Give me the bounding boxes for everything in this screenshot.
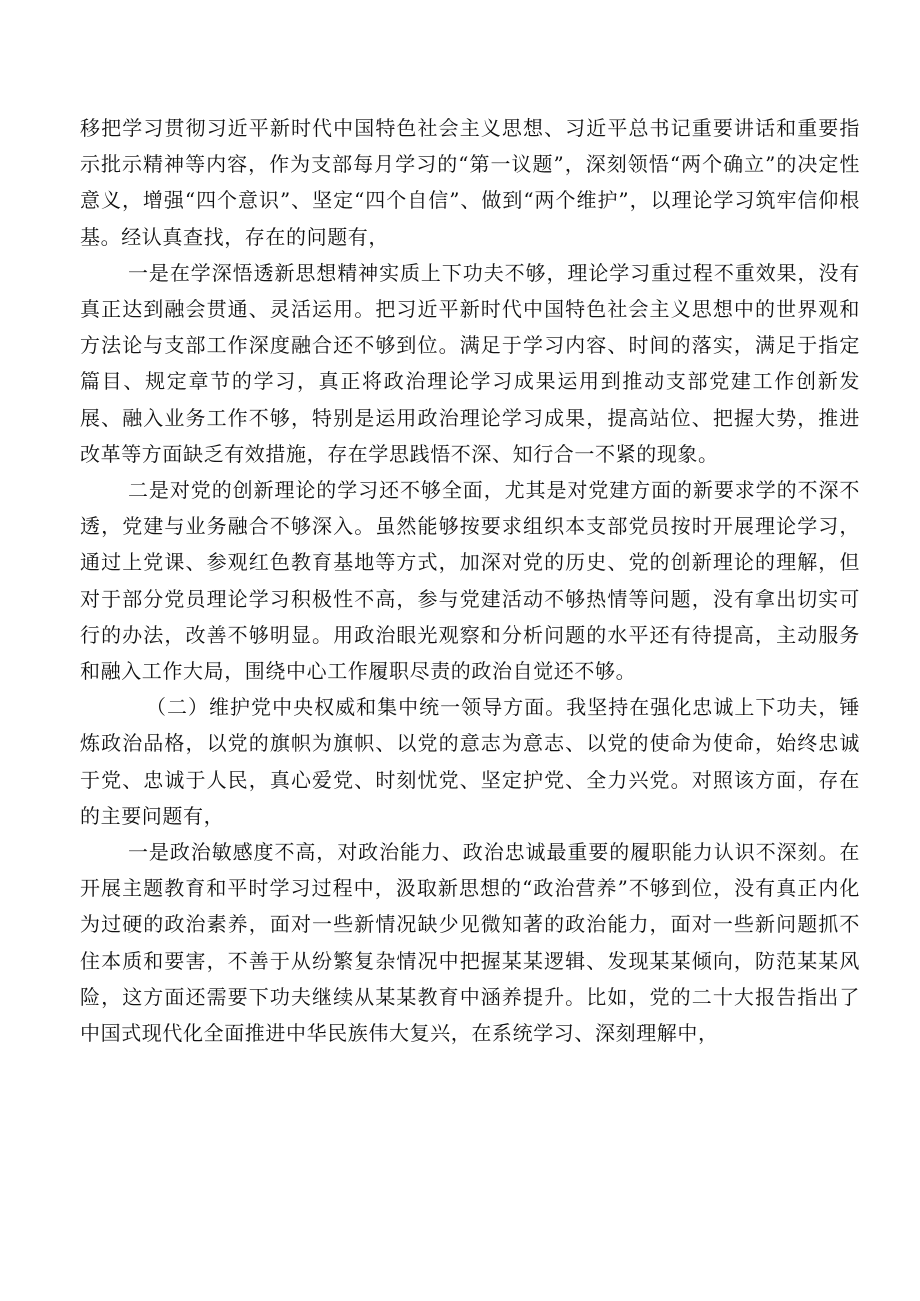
paragraph-problem-2: 二是对党的创新理论的学习还不够全面，尤其是对党建方面的新要求学的不深不透，党建与业务融合不够深入。虽然能够按要求组织本支部党员按时开展理论学习，通过上党课、参观红色教育基地等方式，加深对党的历史、党的创新理论的理解，但对于部分党员理论学习积极性不高，参与党建活动不够热情等问题，没有拿出切实可行的办法，改善不够明显。用政治眼光观察和分析问题的水平还有待提高，主动服务和融入工作大局，围绕中心工作履职尽责的政治自觉还不够。: [80, 478, 860, 684]
paragraph-problem-1: 一是在学深悟透新思想精神实质上下功夫不够，理论学习重过程不重效果，没有真正达到融会贯通、灵活运用。把习近平新时代中国特色社会主义思想中的世界观和方法论与支部工作深度融合还不够到位。满足于学习内容、时间的落实，满足于指定篇目、规定章节的学习，真正将政治理论学习成果运用到推动支部党建工作创新发展、融入业务工作不够，特别是运用政治理论学习成果，提高站位、把握大势，推进改革等方面缺乏有效措施，存在学思践悟不深、知行合一不紧的现象。: [80, 260, 860, 466]
paragraph-section-2-problem-1: 一是政治敏感度不高，对政治能力、政治忠诚最重要的履职能力认识不深刻。在开展主题教育和平时学习过程中，汲取新思想的“政治营养”不够到位，没有真正内化为过硬的政治素养，面对一些新情况缺少见微知著的政治能力，面对一些新问题抓不住本质和要害，不善于从纷繁复杂情况中把握某某逻辑、发现某某倾向，防范某某风险，这方面还需要下功夫继续从某某教育中涵养提升。比如，党的二十大报告指出了中国式现代化全面推进中华民族伟大复兴，在系统学习、深刻理解中，: [80, 840, 860, 1046]
paragraph-section-2-heading: （二）维护党中央权威和集中统一领导方面。我坚持在强化忠诚上下功夫，锤炼政治品格，以党的旗帜为旗帜、以党的意志为意志、以党的使命为使命，始终忠诚于党、忠诚于人民，真心爱党、时刻忧党、坚定护党、全力兴党。对照该方面，存在的主要问题有，: [80, 695, 860, 828]
paragraph-continuation: 移把学习贯彻习近平新时代中国特色社会主义思想、习近平总书记重要讲话和重要指示批示精神等内容，作为支部每月学习的“第一议题”，深刻领悟“两个确立”的决定性意义，增强“四个意识”、坚定“四个自信”、做到“两个维护”，以理论学习筑牢信仰根基。经认真查找，存在的问题有，: [80, 116, 860, 249]
